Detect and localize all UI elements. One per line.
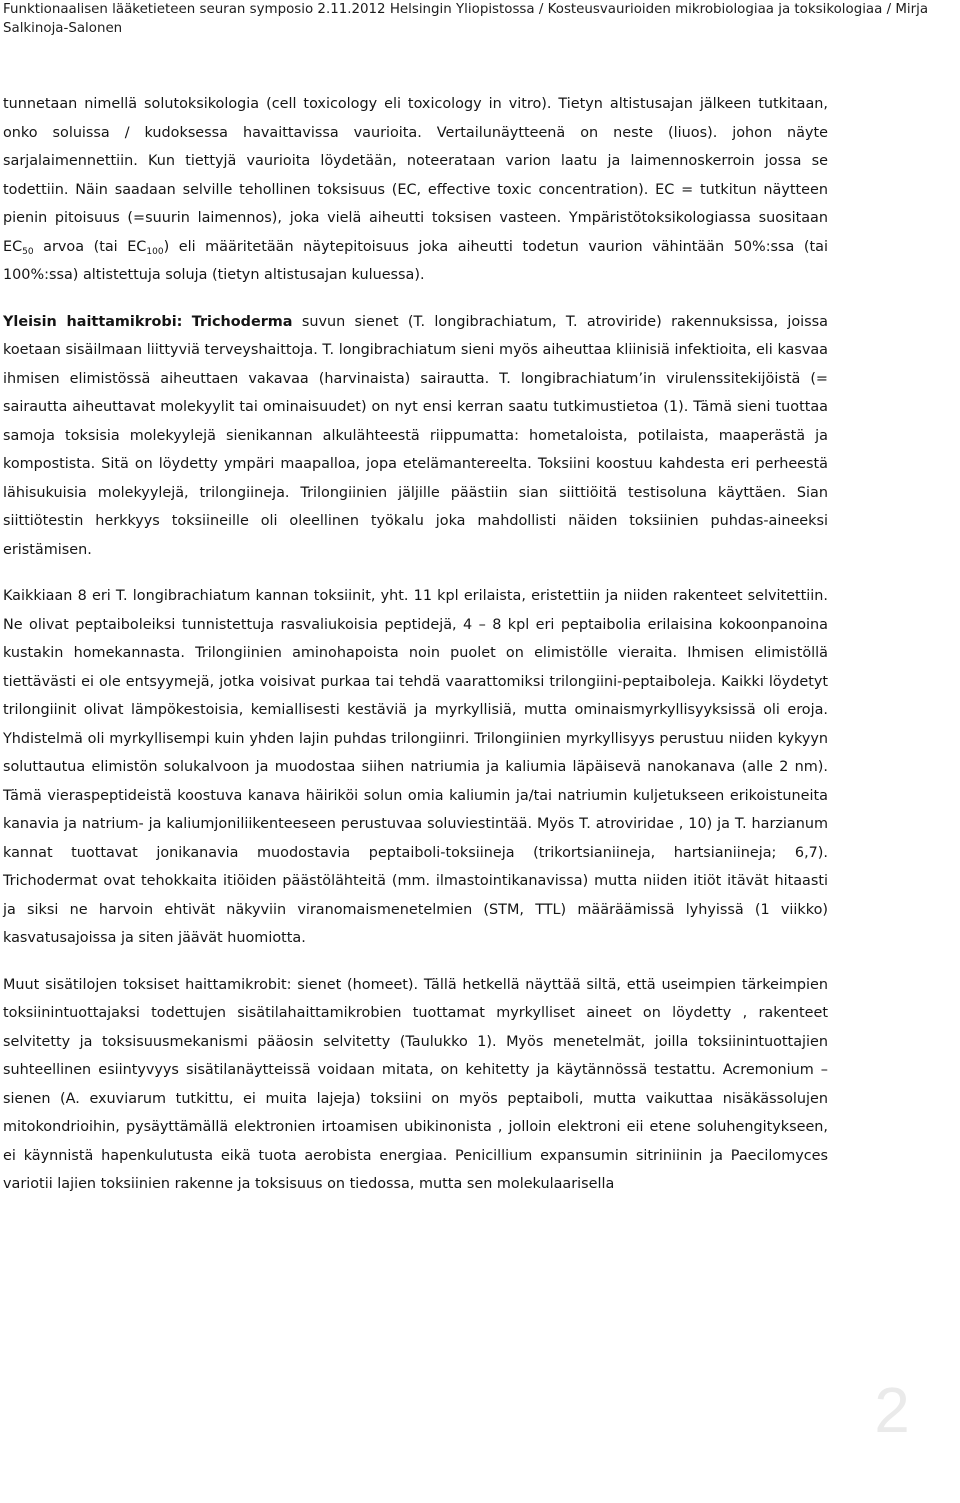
paragraph-other-microbes: Muut sisätilojen toksiset haittamikrobit: sienet (homeet). Tällä hetkellä näyttää siltä, että useimpien tärkeimpien toksiinintuottajaksi todettujen sisätilahaittamikrobien tuottamat myrkylliset aineet on löydetty , rakenteet selvitetty ja toksisuusmekanismi pääosin selvitetty (Taulukko 1). Myös menetelmät, joilla toksiinintuottajien suhteellinen esiintyvyys sisätilanäytteissä voidaan mitata, on kehitetty ja käytännössä testattu. Acremonium –sienen (A. exuviarum tutkittu, ei muita lajeja) toksiini on myös peptaiboli, mutta vaikuttaa nisäkässolujen mitokondrioihin, pysäyttämällä elektronien irtoamisen ubikinonista , jolloin elektroni eii etene soluhengitykseen, ei käynnistä hapenkulutusta eikä tuota aerobista energiaa. Penicillium expansumin sitriniinin ja Paecilomyces variotii lajien toksiinien rakenne ja toksisuus on tiedossa, mutta sen molekulaarisella	[3, 976, 828, 1192]
bold-genus: Trichoderma	[191, 313, 293, 330]
paragraph-trilongins: Kaikkiaan 8 eri T. longibrachiatum kannan toksiinit, yht. 11 kpl erilaista, eristettiin ja niiden rakenteet selvitettiin. Ne olivat peptaiboleiksi tunnistettuja rasvaliukoisia peptidejä, 4 – 8 kpl eri peptaibolia erilaisina kokoonpanoina kustakin homekannasta. Trilongiinien aminohapoista noin puolet on elimistölle vieraita. Ihmisen elimistöllä tiettävästi ei ole entsyymejä, jotka voisivat purkaa tai tehdä vaarattomiksi trilongiini-peptaiboleja. Kaikki löydetyt trilongiinit olivat lämpökestoisia, kemiallisesti kestäviä ja myrkyllisiä, mutta ominaismyrkyllisyyksissä oli eroja. Yhdistelmä oli myrkyllisempi kuin yhden lajin puhdas trilongiinri. Trilongiinien myrkyllisyys perustuu niiden kykyyn soluttautua elimistön solukalvoon ja muodostaa siihen natriumia ja kaliumia läpäisevä nanokanava (alle 2 nm). Tämä vieraspeptideistä koostuva kanava häiriköi solun omia kaliumin ja/tai natriumin kuljetukseen erikoistuneita kanavia ja natrium- ja kaliumjoniliikenteeseen perustuvaa soluviestintää. Myös T. atroviridae , 10) ja T. harzianum kannat tuottavat jonikanavia muodostavia peptaiboli-toksiineja (trikortsianiineja, hartsianiineja; 6,7). Trichodermat ovat tehokkaita itiöiden päästölähteitä (mm. ilmastointikanavissa) mutta niiden itiöt itävät hitaasti ja siksi ne harvoin ehtivät näkyviin viranomaismenetelmien (STM, TTL) määräämissä lyhyissä (1 viikko) kasvatusajoissa ja siten jäävät huomiotta.	[3, 588, 828, 946]
paragraph-text: suvun sienet (T. longibrachiatum, T. atroviride) rakennuksissa, joissa koetaan sisäilmaan liittyviä terveyshaittoja. T. longibrachiatum sieni myös aiheuttaa kliinisiä infektioita, eli kasvaa ihmisen elimistössä aiheuttaen vakavaa (harvinaista) sairautta. T. longibrachiatum’in virulenssitekijöistä (= sairautta aiheuttavat molekyylit tai ominaisuudet) on nyt ensi kerran saatu tutkimustietoa (1). Tämä sieni tuottaa samoja toksisia molekyylejä sienikannan alkulähteestä riippumatta: hometaloista, potilaista, maaperästä ja kompostista. Sitä on löydetty ympäri maapalloa, jopa etelämantereelta. Toksiini koostuu kahdesta eri perheestä lähisukuisia molekyylejä, trilongiineja. Trilongiinien jäljille päästiin sian siittiöitä testisoluna käyttäen. Sian siittiötestin herkkyys toksiineille oli oleellinen työkalu joka mahdollisti näiden toksiinien puhdas-aineeksi eristämisen.	[3, 313, 828, 558]
paragraph-cell-toxicology	[3, 90, 828, 290]
page-header	[3, 0, 953, 38]
paragraph-text: arvoa (tai EC	[33, 238, 147, 255]
subscript-100: 100	[146, 246, 164, 257]
document-body	[3, 90, 828, 1217]
header-line-1: Funktionaalisen lääketieteen seuran symposio 2.11.2012 Helsingin Yliopistossa / Kosteusvaurioiden mikrobiologiaa ja toksikologiaa / Mirja	[3, 2, 929, 17]
paragraph-text: tunnetaan nimellä solutoksikologia (cell toxicology eli toxicology in vitro). Tietyn altistusajan jälkeen tutkitaan, onko soluissa / kudoksessa havaittavissa vaurioita. Vertailunäytteenä on neste (liuos). johon näyte sarjalaimennettiin. Kun tiettyjä vaurioita löydetään, noteerataan varion laatu ja laimennoskerroin jossa se todettiin. Näin saadaan selville tehollinen toksisuus (EC, effective toxic concentration). EC = tutkitun näytteen pienin pitoisuus (=suurin laimennos), joka vielä aiheutti toksisen vasteen. Ympäristötoksikologiassa suositaan EC	[3, 96, 828, 255]
paragraph-text: ) eli määritetään näytepitoisuus joka aiheutti todetun vaurion vähintään 50%:ssa (tai 100%:ssa) altistettuja soluja (tietyn altistusajan kuluessa).	[3, 238, 829, 283]
paragraph-trichoderma	[3, 308, 828, 565]
subscript-50: 50	[22, 246, 34, 257]
page-number: 2	[874, 1374, 910, 1446]
bold-label: Yleisin haittamikrobi:	[3, 313, 183, 330]
header-line-2: Salkinoja-Salonen	[3, 21, 123, 36]
